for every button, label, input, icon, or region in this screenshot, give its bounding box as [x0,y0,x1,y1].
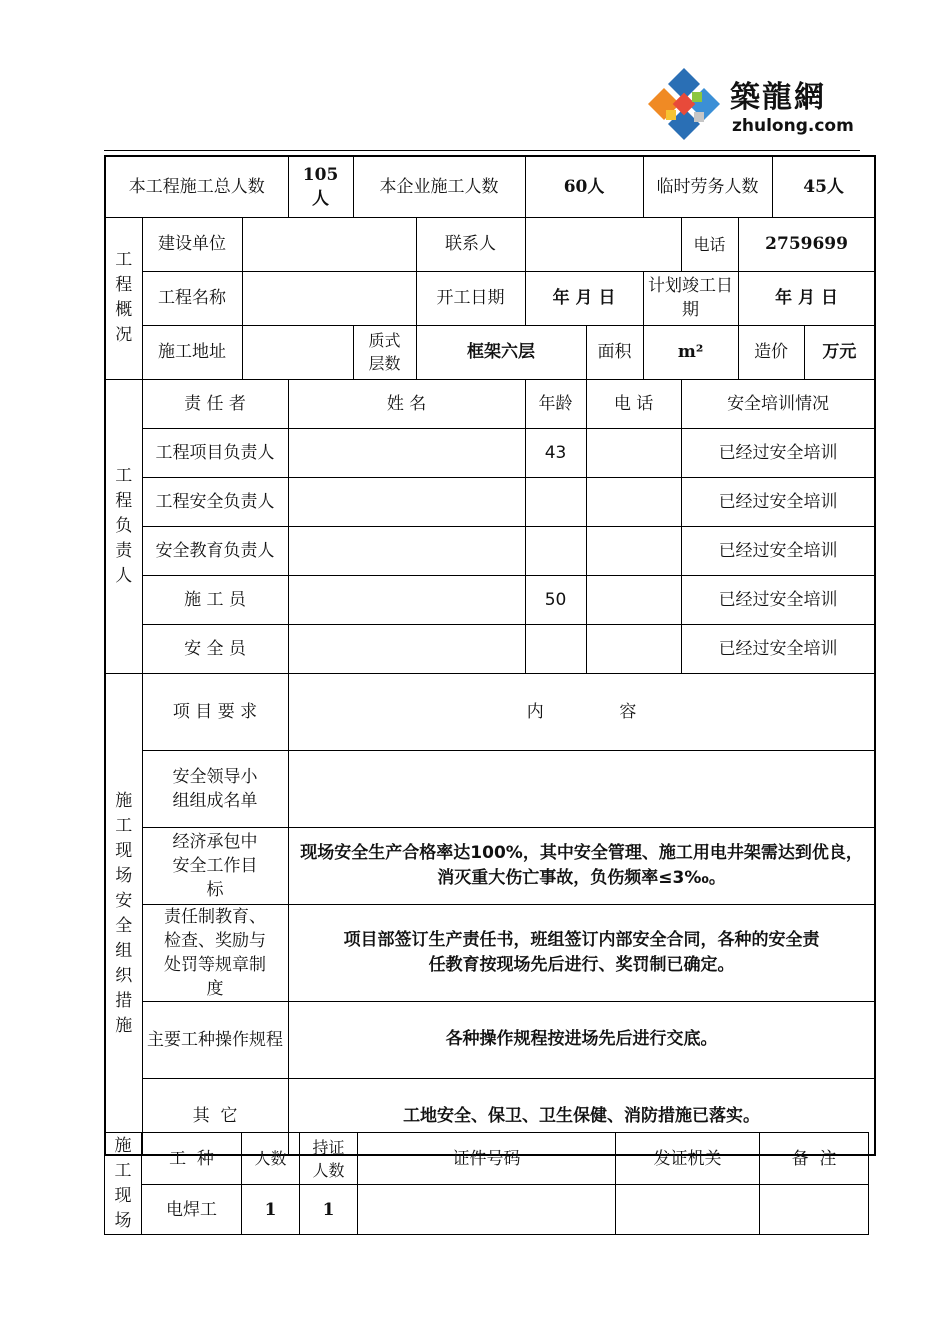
measure-content [288,750,875,827]
responsible-training: 已经过安全培训 [681,526,875,575]
overview-row-3 [105,325,875,379]
measures-header-item: 项 目 要 求 [142,673,288,750]
logo-cube-icon [642,64,726,148]
responsible-training: 已经过安全培训 [681,624,875,673]
responsible-header-training: 安全培训情况 [681,379,875,428]
table-row [105,526,875,575]
zhulong-logo [640,64,864,148]
responsible-name [288,624,525,673]
measures-header-row [105,673,875,750]
measure-item: 其 它 [142,1078,288,1155]
measure-item: 安全领导小组组成名单 [142,750,288,827]
responsible-phone [586,526,681,575]
responsible-header-role: 责 任 者 [142,379,288,428]
contact-label: 联系人 [416,217,525,271]
responsible-header-phone: 电 话 [586,379,681,428]
responsible-age: 50 [525,575,586,624]
logo-name: 築龍網 [730,80,826,115]
responsible-training: 已经过安全培训 [681,575,875,624]
measure-item: 责任制教育、检查、奖励与处罚等规章制度 [142,904,288,1001]
measure-content: 工地安全、保卫、卫生保健、消防措施已落实。 [288,1078,875,1155]
worker-cert-no [358,1185,616,1235]
responsible-name [288,428,525,477]
responsible-age [525,624,586,673]
responsible-phone [586,624,681,673]
responsible-role: 施 工 员 [142,575,288,624]
worker-issuer [616,1185,760,1235]
address-label: 施工地址 [142,325,242,379]
company-label: 本企业施工人数 [353,156,525,217]
overview-section-label: 工程概况 [105,217,142,379]
measure-content: 项目部签订生产责任书，班组签订内部安全合同，各种的安全责任教育按现场先后进行、奖罚制已确定。 [288,904,875,1001]
measure-item: 经济承包中安全工作目标 [142,827,288,904]
start-date-label: 开工日期 [416,271,525,325]
summary-row [105,156,875,217]
responsible-phone [586,575,681,624]
overview-row-2 [105,271,875,325]
table-row [105,1185,869,1235]
table-row [105,1001,875,1078]
address-value [242,325,353,379]
responsible-role: 安 全 员 [142,624,288,673]
start-date-value: 年 月 日 [525,271,643,325]
table-row [105,904,875,1001]
worker-cert-count: 1 [300,1185,358,1235]
workers-header-cert-count: 持证人数 [300,1133,358,1185]
builder-value [242,217,416,271]
workers-header-row [105,1133,869,1185]
structure-value: 框架六层 [416,325,586,379]
responsible-section-label: 工程负责人 [105,379,142,673]
structure-label: 质式层数 [353,325,416,379]
workers-header-issuer: 发证机关 [616,1133,760,1185]
project-name-label: 工程名称 [142,271,242,325]
responsible-role: 工程项目负责人 [142,428,288,477]
table-row [105,750,875,827]
table-row [105,575,875,624]
worker-remark [760,1185,869,1235]
responsible-role: 安全教育负责人 [142,526,288,575]
company-value: 60人 [525,156,643,217]
responsible-name [288,477,525,526]
total-label: 本工程施工总人数 [105,156,288,217]
builder-label: 建设单位 [142,217,242,271]
cost-label: 造价 [738,325,804,379]
measures-header-content: 内 容 [288,673,875,750]
responsible-name [288,575,525,624]
table-row [105,827,875,904]
end-date-value: 年 月 日 [738,271,875,325]
responsible-training: 已经过安全培训 [681,477,875,526]
workers-header-type: 工 种 [142,1133,242,1185]
safety-info-table [104,155,876,1156]
responsible-phone [586,477,681,526]
responsible-role: 工程安全负责人 [142,477,288,526]
worker-count: 1 [242,1185,300,1235]
end-date-label: 计划竣工日期 [643,271,738,325]
measure-item: 主要工种操作规程 [142,1001,288,1078]
phone-label: 电话 [681,217,738,271]
responsible-age [525,526,586,575]
overview-row-1 [105,217,875,271]
responsible-phone [586,428,681,477]
table-row [105,624,875,673]
responsible-header-row [105,379,875,428]
workers-table [104,1132,869,1235]
responsible-age: 43 [525,428,586,477]
workers-header-count: 人数 [242,1133,300,1185]
temp-value: 45人 [772,156,875,217]
measure-content: 现场安全生产合格率达100%，其中安全管理、施工用电井架需达到优良，消灭重大伤亡事故，负伤频率≤3‰。 [288,827,875,904]
temp-label: 临时劳务人数 [643,156,772,217]
responsible-header-age: 年龄 [525,379,586,428]
responsible-header-name: 姓 名 [288,379,525,428]
responsible-training: 已经过安全培训 [681,428,875,477]
workers-header-remark: 备 注 [760,1133,869,1185]
area-value: m² [643,325,738,379]
cost-value: 万元 [804,325,875,379]
header-divider [104,150,860,151]
table-row [105,428,875,477]
measure-content: 各种操作规程按进场先后进行交底。 [288,1001,875,1078]
total-value: 105人 [288,156,353,217]
workers-header-cert-no: 证件号码 [358,1133,616,1185]
area-label: 面积 [586,325,643,379]
workers-section-label: 施工现场 [105,1133,142,1235]
logo-domain: zhulong.com [732,116,854,136]
contact-value [525,217,681,271]
responsible-age [525,477,586,526]
measures-section-label: 施工现场安全组织措施 [105,673,142,1155]
table-row [105,477,875,526]
worker-type: 电焊工 [142,1185,242,1235]
phone-value: 2759699 [738,217,875,271]
responsible-name [288,526,525,575]
project-name-value [242,271,416,325]
